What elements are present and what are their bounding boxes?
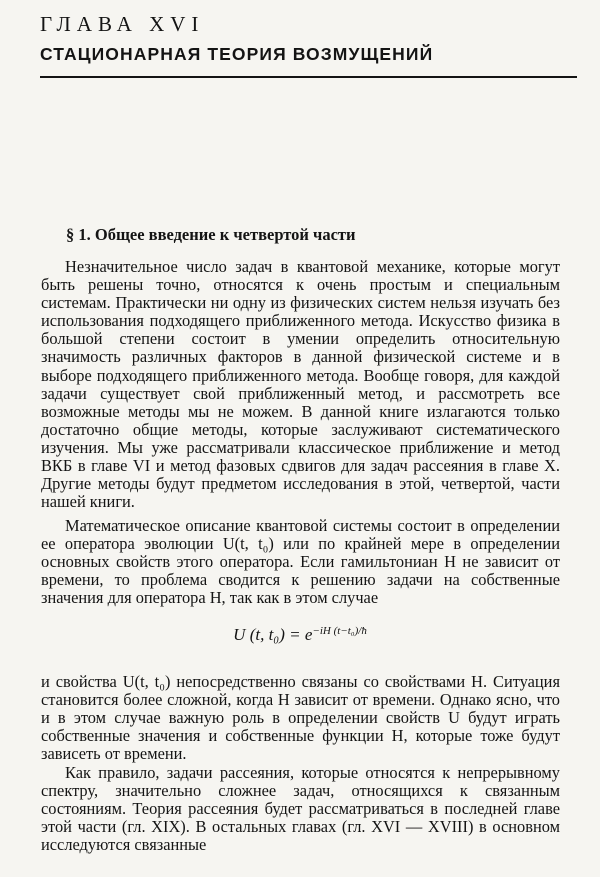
paragraph-1-text: Незначительное число задач в квантовой механике, которые могут быть решены точно, относятся к очень простым и специальным системам. Практически ни одну из физических систем нельзя изучать без использования подходящего приближенного метода. Искусство физика в большой степени состоит в умении определить относительную значимость различных факторов в данной физической системе и в выборе подходящего приближенного метода. Вообще говоря, для каждой задачи существует свой приближенный метод, и рассмотреть все возможные методы мы не можем. В данной книге излагаются только достаточно общие методы, которые заслуживают систематического изучения. Мы уже рассматривали классическое приближение и метод ВКБ в главе VI и метод фазовых сдвигов для задач рассеяния в главе X. Другие методы будут предметом исследования в этой, четвертой, части нашей книги. (41, 257, 560, 512)
paragraph-2-text: Математическое описание квантовой системы состоит в определении ее оператора эволюции U(t, t₀) или по крайней мере в определении основных свойств этого оператора. Если гамильтониан H не зависит от времени, то проблема сводится к решению задачи на собственные значения для оператора H, так как в этом случае (41, 516, 560, 608)
chapter-title: СТАЦИОНАРНАЯ ТЕОРИЯ ВОЗМУЩЕНИЙ (40, 44, 434, 64)
formula-lhs: U (t, t₀) = e (233, 625, 313, 644)
section-heading: § 1. Общее введение к четвертой части (66, 225, 356, 244)
paragraph-2 (41, 517, 560, 607)
paragraph-4 (41, 764, 560, 854)
evolution-operator-formula (0, 625, 600, 645)
header-rule (40, 76, 577, 78)
paragraph-3-text: и свойства U(t, t₀) непосредственно связаны со свойствами H. Ситуация становится более сложной, когда H зависит от времени. Однако ясно, что и в этом случае важную роль в определении свойств U будут играть собственные значения и собственные функции H, которые тоже будут зависеть от времени. (41, 672, 560, 764)
paragraph-1 (41, 258, 560, 511)
formula-exponent: −iH (t−t₀)/ħ (312, 625, 367, 637)
chapter-label: ГЛАВА XVI (40, 12, 205, 36)
paragraph-4-text: Как правило, задачи рассеяния, которые относятся к непрерывному спектру, значительно сложнее задач, относящихся к связанным состояниям. Теория рассеяния будет рассматриваться в последней главе этой части (гл. XIX). В остальных главах (гл. XVI — XVIII) в основном исследуются связанные (41, 763, 560, 855)
paragraph-3 (41, 673, 560, 763)
